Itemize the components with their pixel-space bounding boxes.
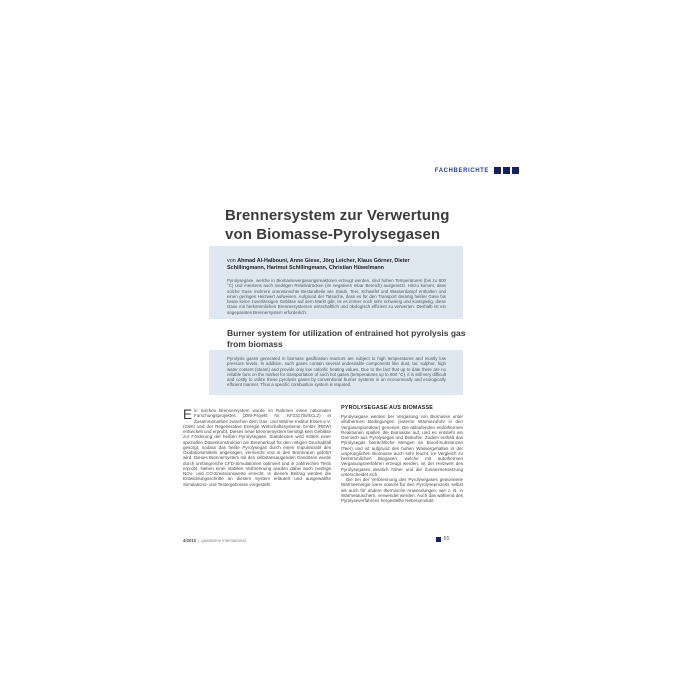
blue-square-icon — [436, 537, 441, 542]
abstract-english: Pyrolysis gases generated in biomass gasification reactors are subject to high temperatures and mostly low pressure levels. In addition, such gases contain several undesirable components like dust, tar, sulphur, high water content (steam) and provide only low calorific heating values. Due to the fact that up to date there are no reliable fans on the market for transportation of such hot gases (temperatures up to 800 °C), it is still very difficult and costly to utilize these pyrolysis gases by conventional burner systems in an economically and ecologically efficient manner. Thus a specific combustion system is required. — [227, 356, 446, 388]
body-column-left — [183, 408, 331, 487]
intro-text: in solches Brennersystem wurde im Rahmen eines nationalen Forschungsprojektes (ZIM-Projekt Nr. KF2317/5/SCL2) in Zusammenarbeit zwischen dem Gas- und Wärme-Institut Essen e.V. (GWI) und der Regenerative Energie Wirtschaftssysteme GmbH (REW) entwickelt und erprobt. Dieses neue Brennersystem benötigt kein Gebläse zur Förderung der heißen Pyrolysegase. Stattdessen wird mittels einer speziellen Düsenkonstruktion am Brennerkopf für den nötigen Druckabfall gesorgt, sodass das heiße Pyrolysegas durch einen Impulsstrahl des Oxidationsmittels angesogen, vermischt und in den Brennraum geführt wird. Dieses Brennersystem mit den selbstansaugenden Gasdüsen wurde durch umfangreiche CFD-Simulationen optimiert und in zahlreichen Tests erprobt. Neben einer stabilen Verbrennung wurden dabei auch niedrige NOx- und CO-Emissionswerte erreicht. In diesem Beitrag werden die Entwicklungsschritte an diesem System erläutert und ausgewählte Simulations- und Testergebnisse vorgestellt. — [183, 408, 331, 487]
section-paragraph-2: Die bei der Verbrennung des Pyrolysegases gewonnene Wärmeenergie kann sowohl für den Pyrolyseprozess selbst als auch für andere thermische Anwendungen, wie z. B. in Wärmetauschern, verwendet werden. Auch das während des Pyrolyseverfahrens hergestellte Nebenprodukt — [341, 477, 463, 503]
section-label: FACHBERICHTE — [434, 167, 489, 174]
authors-line — [227, 258, 446, 272]
footer-divider: | — [198, 538, 200, 543]
section-header — [423, 167, 519, 174]
abstract-box-english — [209, 350, 463, 395]
drop-cap: E — [183, 406, 193, 422]
section-marker-squares — [494, 167, 519, 174]
blue-square-icon — [503, 167, 510, 174]
blue-square-icon — [512, 167, 519, 174]
intro-paragraph — [183, 408, 331, 487]
abstract-box-german — [209, 246, 463, 319]
article-title: Brennersystem zur Verwertung von Biomasse-Pyrolysegasen — [225, 207, 450, 243]
authors-prefix: von — [227, 258, 236, 264]
article-title-english: Burner system for utilization of entrained hot pyrolysis gas from biomass — [227, 328, 466, 350]
page-number: 65 — [443, 536, 450, 542]
footer-journal-name: gaswärme international — [201, 538, 246, 543]
abstract-german: Pyrolysegase, welche in Biomassevergasungsreaktoren erzeugt werden, sind hohen Temperaturen (bis zu 800 °C) und meistens auch niedrigen Relativdrücken (im negativen mbar Bereich) ausgesetzt. Hinzu kommt, dass solche Gase mehrere unerwünschte Bestandteile wie Staub, Teer, Schwefel und Wasserdampf enthalten und einen geringen Heizwert aufweisen. Aufgrund der Tatsache, dass es für den Transport derartig heißer Gase bis heute keine zuverlässigen Gebläse auf dem Markt gibt, ist es immer noch sehr schwierig und kostspielig, diese Gase mit herkömmlichen Brennersystemen wirtschaftlich und ökologisch effizient zu verwerten. Deshalb ist ein angepasstes Brennersystem erforderlich. — [227, 278, 446, 315]
footer-page-number-group — [436, 536, 450, 542]
footer-issue: 4/2010 — [183, 538, 197, 543]
body-column-right — [341, 405, 463, 503]
authors-names: Ahmad Al-Halbouni, Anne Giese, Jörg Leicher, Klaus Görner, Dieter Schillingmann, Hartmut Schillingmann, Christian Hüwelmann — [227, 258, 410, 271]
section-paragraph-1: Pyrolysegase werden bei Vergasung von Biomasse unter allothermen Bedingungen (externe Wärmezufuhr in den Vergasungsreaktor) generiert. Die ablaufenden endothermen Reaktionen spalten die Biomasse auf, und es entsteht ein Gemisch aus Pyrolysegas und Biokohle. Zudem enthält das Pyrolysegas beträchtliche Mengen an Biooil-Substanzen (Teer) und ist aufgrund des hohen Wassergehaltes in der ursprünglichen Biomasse auch sehr feucht. Im Vergleich zu herkömmlichen Biogasen, welche mit autothermen Vergasungsverfahren erzeugt werden, ist der Heizwert des Pyrolysegases deutlich höher und die Zusammensetzung unterscheidet sich. — [341, 414, 463, 477]
footer-journal-info — [183, 538, 246, 543]
section-heading: PYROLYSEGASE AUS BIOMASSE — [341, 405, 434, 411]
blue-square-icon — [494, 167, 501, 174]
